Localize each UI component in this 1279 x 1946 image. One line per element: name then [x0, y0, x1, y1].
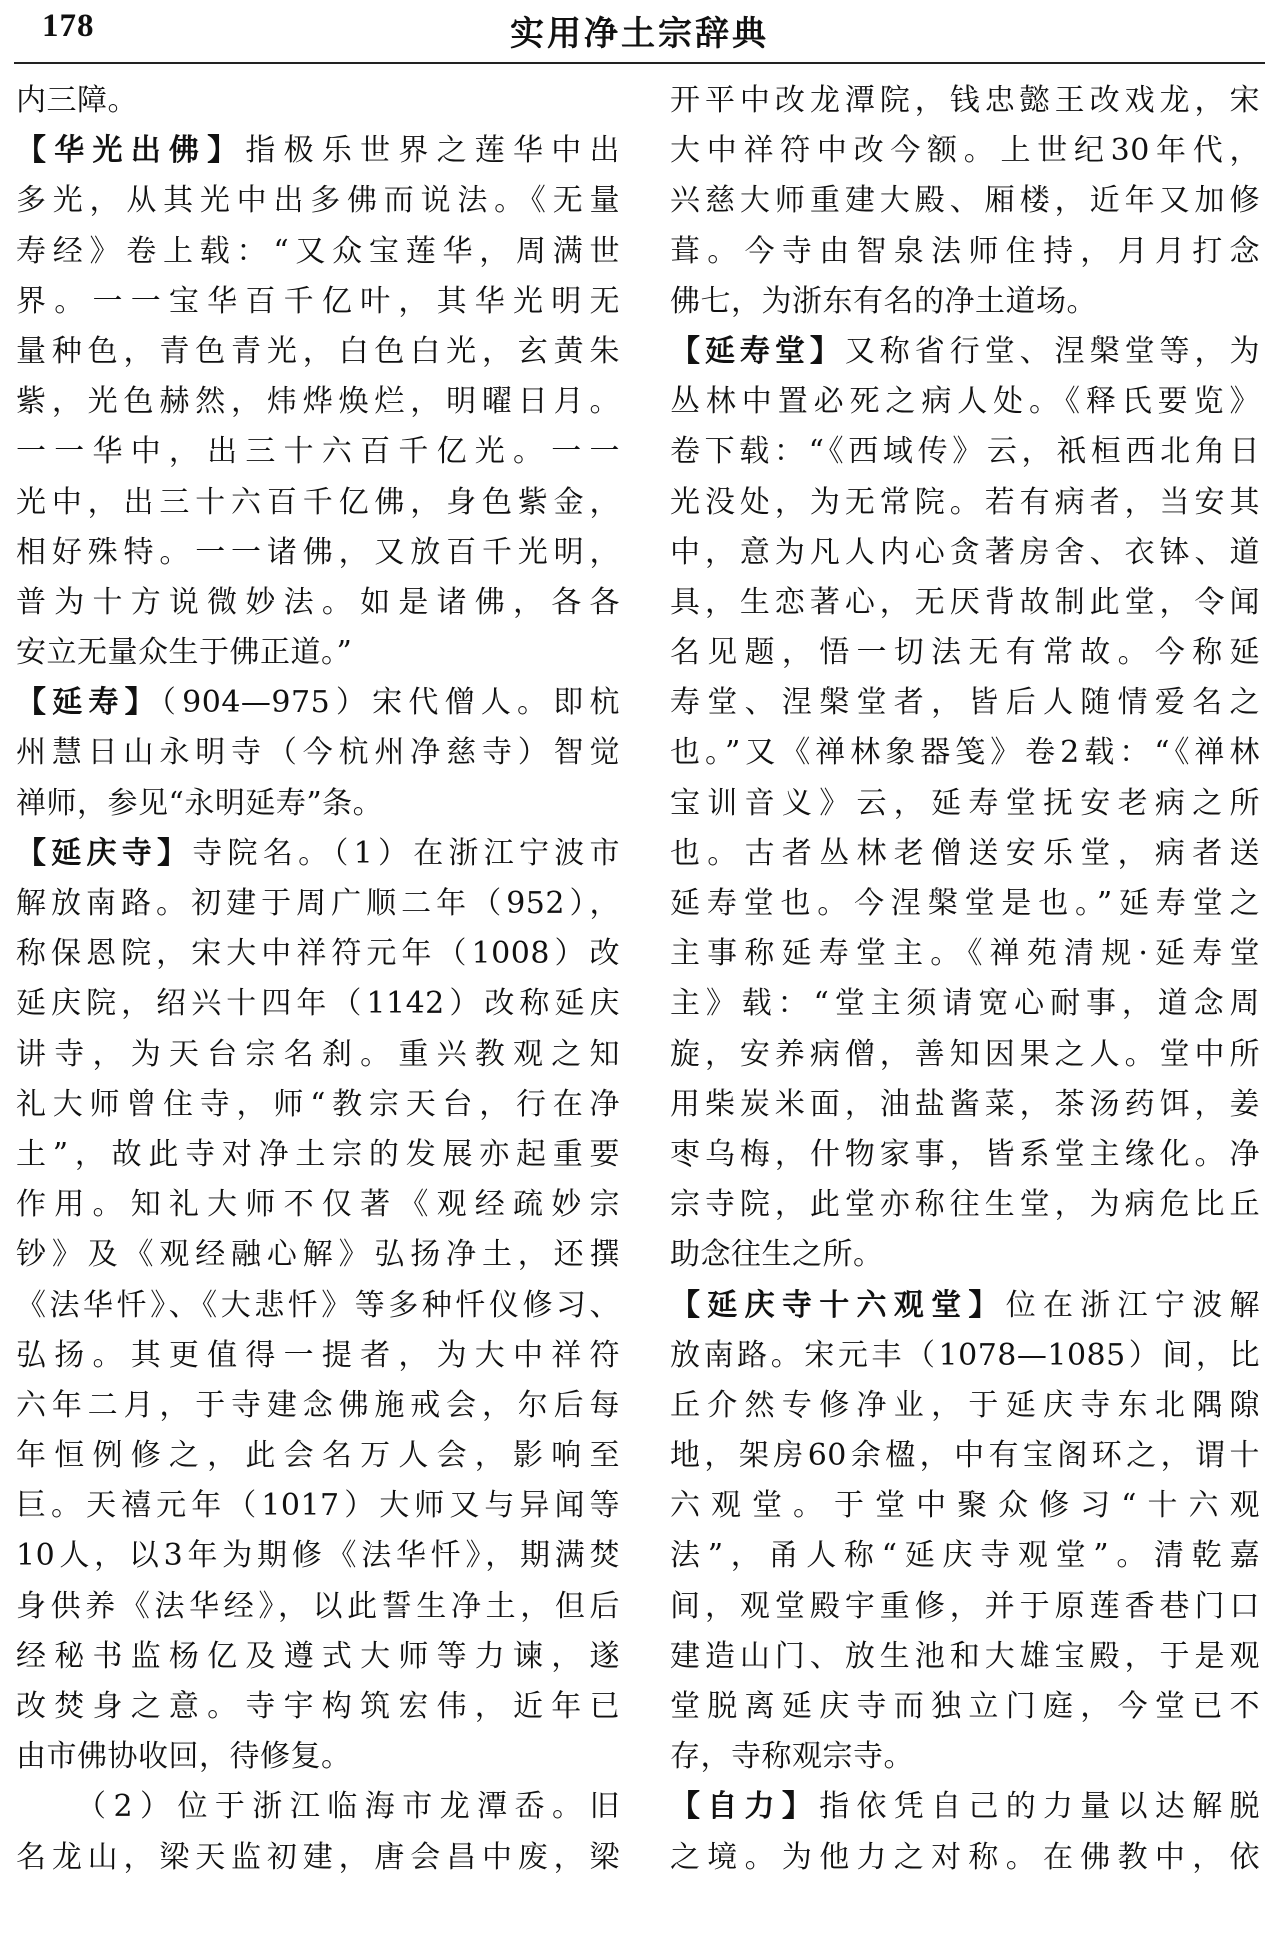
line-text: 巨。天禧元年（1017）大师又与异闻等: [16, 1488, 620, 1524]
text-line: [16, 678, 620, 728]
text-line: [670, 1431, 1260, 1481]
line-text: 丛林中置必死之病人处。《释氏要览》: [670, 384, 1260, 420]
text-line: [670, 126, 1260, 176]
line-text: 多光，从其光中出多佛而说法。《无量: [16, 183, 620, 219]
entry-headword: 【延庆寺十六观堂】: [670, 1287, 1006, 1323]
text-line: [16, 1331, 620, 1381]
entry-headword: 【延庆寺】: [16, 835, 193, 871]
line-text: 一一华中，出三十六百千亿光。一一: [16, 434, 620, 470]
text-line: [16, 578, 620, 628]
line-text: 中，意为凡人内心贪著房舍、衣钵、道: [670, 534, 1260, 570]
text-line: [16, 1030, 620, 1080]
line-text: 延庆院，绍兴十四年（1142）改称延庆: [16, 986, 620, 1022]
text-line: [16, 628, 620, 678]
line-text: 量种色，青色青光，白色白光，玄黄朱: [16, 333, 620, 369]
line-text: 紫，光色赫然，炜烨焕烂，明曜日月。: [16, 384, 620, 420]
right-column: [670, 76, 1260, 1883]
line-text: 称保恩院，宋大中祥符元年（1008）改: [16, 936, 620, 972]
line-text: 葺。今寺由智泉法师住持，月月打念: [670, 233, 1260, 269]
line-text: 作用。知礼大师不仅著《观经疏妙宗: [16, 1187, 620, 1223]
line-text: 延寿堂也。今涅槃堂是也。”延寿堂之: [670, 886, 1260, 921]
text-line: [670, 1582, 1260, 1632]
text-line: [16, 979, 620, 1029]
line-text: 寺院名。（1）在浙江宁波市: [192, 835, 620, 871]
text-line: [16, 528, 620, 578]
line-text: 宝训音义》云，延寿堂抚安老病之所: [670, 785, 1260, 821]
text-line: [670, 1281, 1260, 1331]
text-line: [16, 1732, 620, 1782]
line-text: 主》载：“堂主须请宽心耐事，道念周: [670, 986, 1260, 1022]
line-text: 放南路。宋元丰（1078—1085）间，比: [670, 1337, 1260, 1373]
text-line: [16, 1130, 620, 1180]
text-line: [16, 1180, 620, 1230]
text-line: [670, 779, 1260, 829]
text-line: [16, 1632, 620, 1682]
left-column: [16, 76, 620, 1883]
text-line: [16, 377, 620, 427]
line-text: 六观堂。于堂中聚众修习“十六观: [670, 1488, 1260, 1524]
line-text: 寿经》卷上载：“又众宝莲华，周满世: [16, 233, 620, 269]
line-text: 丘介然专修净业，于延庆寺东北隅隙: [670, 1387, 1260, 1423]
line-text: 指依凭自己的力量以达解脱: [819, 1789, 1260, 1825]
line-text: 间，观堂殿宇重修，并于原莲香巷门口: [670, 1588, 1260, 1624]
line-text: 内三障。: [16, 83, 138, 118]
text-line: [670, 1030, 1260, 1080]
line-text: 解放南路。初建于周广顺二年（952），: [16, 886, 620, 921]
text-line: [16, 478, 620, 528]
line-text: 由市佛协收回，待修复。: [16, 1739, 352, 1775]
line-text: 普为十方说微妙法。如是诸佛，各各: [16, 584, 620, 620]
text-line: [670, 578, 1260, 628]
line-text: 地，架房60余楹，中有宝阁环之，谓十: [670, 1438, 1260, 1474]
line-text: 之境。为他力之对称。在佛教中，依: [670, 1839, 1260, 1875]
line-text: 也。”又《禅林象器笺》卷2载：“《禅林: [670, 735, 1260, 771]
text-line: [670, 829, 1260, 879]
line-text: （904—975）宋代僧人。即杭: [160, 685, 620, 721]
line-text: 寿堂、涅槃堂者，皆后人随情爱名之: [670, 685, 1260, 721]
line-text: （2）位于浙江临海市龙潭岙。旧: [76, 1789, 620, 1825]
entry-headword: 【华光出佛】: [16, 133, 246, 169]
line-text: 土”，故此寺对净土宗的发展亦起重要: [16, 1136, 620, 1172]
line-text: 大中祥符中改今额。上世纪30年代，: [670, 133, 1260, 169]
line-text: 钞》及《观经融心解》弘扬净土，还撰: [16, 1237, 620, 1273]
text-line: [670, 1230, 1260, 1280]
text-line: [16, 829, 620, 879]
line-text: 旋，安养病僧，善知因果之人。堂中所: [670, 1036, 1260, 1072]
text-line: [670, 1080, 1260, 1130]
text-line: [16, 1833, 620, 1883]
entry-headword: 【延寿】: [16, 685, 161, 721]
text-line: [16, 1381, 620, 1431]
text-line: [670, 1732, 1260, 1782]
text-line: [16, 1431, 620, 1481]
text-line: [670, 879, 1260, 929]
line-text: 法”，甬人称“延庆寺观堂”。清乾嘉: [670, 1538, 1260, 1574]
text-line: [16, 1682, 620, 1732]
book-title: 实用净土宗辞典: [510, 14, 769, 54]
line-text: 存，寺称观宗寺。: [670, 1739, 914, 1775]
line-text: 礼大师曾住寺，师“教宗天台，行在净: [16, 1086, 620, 1122]
line-text: 名龙山，梁天监初建，唐会昌中废，梁: [16, 1839, 620, 1875]
line-text: 名见题，悟一切法无有常故。今称延: [670, 635, 1260, 671]
line-text: 主事称延寿堂主。《禅苑清规·延寿堂: [670, 936, 1260, 972]
page-number: 178: [42, 8, 95, 44]
line-text: 又称省行堂、涅槃堂等，为: [844, 333, 1260, 369]
text-line: [16, 879, 620, 929]
text-line: [670, 427, 1260, 477]
line-text: 也。古者丛林老僧送安乐堂，病者送: [670, 835, 1260, 871]
text-line: [16, 277, 620, 327]
text-line: [670, 929, 1260, 979]
line-text: 界。一一宝华百千亿叶，其华光明无: [16, 283, 620, 319]
text-line: [16, 1080, 620, 1130]
text-line: [16, 427, 620, 477]
text-line: [16, 1481, 620, 1531]
line-text: 经秘书监杨亿及遵式大师等力谏，遂: [16, 1638, 620, 1674]
text-line: [16, 327, 620, 377]
line-text: 卷下载：“《西域传》云，祇桓西北角日: [670, 434, 1260, 470]
text-line: [16, 779, 620, 829]
text-line: [670, 1531, 1260, 1581]
text-line: [16, 176, 620, 226]
text-line: [670, 728, 1260, 778]
text-line: [670, 628, 1260, 678]
line-text: 光没处，为无常院。若有病者，当安其: [670, 484, 1260, 520]
text-line: [670, 528, 1260, 578]
text-line: [670, 1682, 1260, 1732]
text-line: [670, 227, 1260, 277]
text-line: [670, 327, 1260, 377]
entry-headword: 【延寿堂】: [670, 333, 845, 369]
entry-headword: 【自力】: [670, 1789, 820, 1825]
text-line: [16, 227, 620, 277]
text-line: [670, 1381, 1260, 1431]
line-text: 佛七，为浙东有名的净土道场。: [670, 283, 1097, 319]
text-line: [670, 979, 1260, 1029]
line-text: 枣乌梅，什物家事，皆系堂主缘化。净: [670, 1136, 1260, 1172]
line-text: 弘扬。其更值得一提者，为大中祥符: [16, 1337, 620, 1373]
text-line: [16, 1281, 620, 1331]
text-line: [670, 1180, 1260, 1230]
line-text: 安立无量众生于佛正道。”: [16, 635, 353, 671]
text-line: [670, 1632, 1260, 1682]
line-text: 《法华忏》、《大悲忏》等多种忏仪修习、: [16, 1287, 620, 1323]
text-line: [670, 176, 1260, 226]
line-text: 相好殊特。一一诸佛，又放百千光明，: [16, 534, 620, 570]
line-text: 10人，以3年为期修《法华忏》，期满焚: [16, 1538, 620, 1574]
text-line: [670, 1782, 1260, 1832]
line-text: 兴慈大师重建大殿、厢楼，近年又加修: [670, 183, 1260, 219]
text-line: [670, 76, 1260, 126]
text-line: [670, 478, 1260, 528]
header-rule: [14, 62, 1265, 64]
text-line: [670, 1481, 1260, 1531]
text-line: [670, 1130, 1260, 1180]
line-text: 改焚身之意。寺宇构筑宏伟，近年已: [16, 1689, 620, 1724]
line-text: 六年二月，于寺建念佛施戒会，尔后每: [16, 1387, 620, 1423]
text-line: [16, 929, 620, 979]
text-line: [16, 1582, 620, 1632]
line-text: 讲寺，为天台宗名刹。重兴教观之知: [16, 1036, 620, 1072]
text-line: [670, 1833, 1260, 1883]
line-text: 开平中改龙潭院，钱忠懿王改戏龙，宋: [670, 83, 1260, 118]
line-text: 宗寺院，此堂亦称往生堂，为病危比丘: [670, 1187, 1260, 1223]
line-text: 身供养《法华经》，以此誓生净土，但后: [16, 1588, 620, 1624]
text-line: [670, 277, 1260, 327]
text-line: [670, 678, 1260, 728]
line-text: 年恒例修之，此会名万人会，影响至: [16, 1438, 620, 1474]
text-line: [16, 1782, 620, 1832]
text-line: [670, 1331, 1260, 1381]
line-text: 具，生恋著心，无厌背故制此堂，令闻: [670, 584, 1260, 620]
line-text: 禅师，参见“永明延寿”条。: [16, 785, 384, 821]
text-line: [16, 1230, 620, 1280]
text-line: [670, 377, 1260, 427]
line-text: 堂脱离延庆寺而独立门庭，今堂已不: [670, 1689, 1260, 1724]
text-line: [16, 1531, 620, 1581]
line-text: 建造山门、放生池和大雄宝殿，于是观: [670, 1638, 1260, 1674]
line-text: 州慧日山永明寺（今杭州净慈寺）智觉: [16, 735, 620, 771]
text-line: [16, 126, 620, 176]
text-line: [16, 76, 620, 126]
line-text: 位在浙江宁波解: [1005, 1287, 1260, 1323]
text-line: [16, 728, 620, 778]
line-text: 光中，出三十六百千亿佛，身色紫金，: [16, 484, 620, 520]
line-text: 助念往生之所。: [670, 1237, 884, 1273]
line-text: 用柴炭米面，油盐酱菜，茶汤药饵，姜: [670, 1086, 1260, 1122]
line-text: 指极乐世界之莲华中出: [245, 133, 620, 169]
